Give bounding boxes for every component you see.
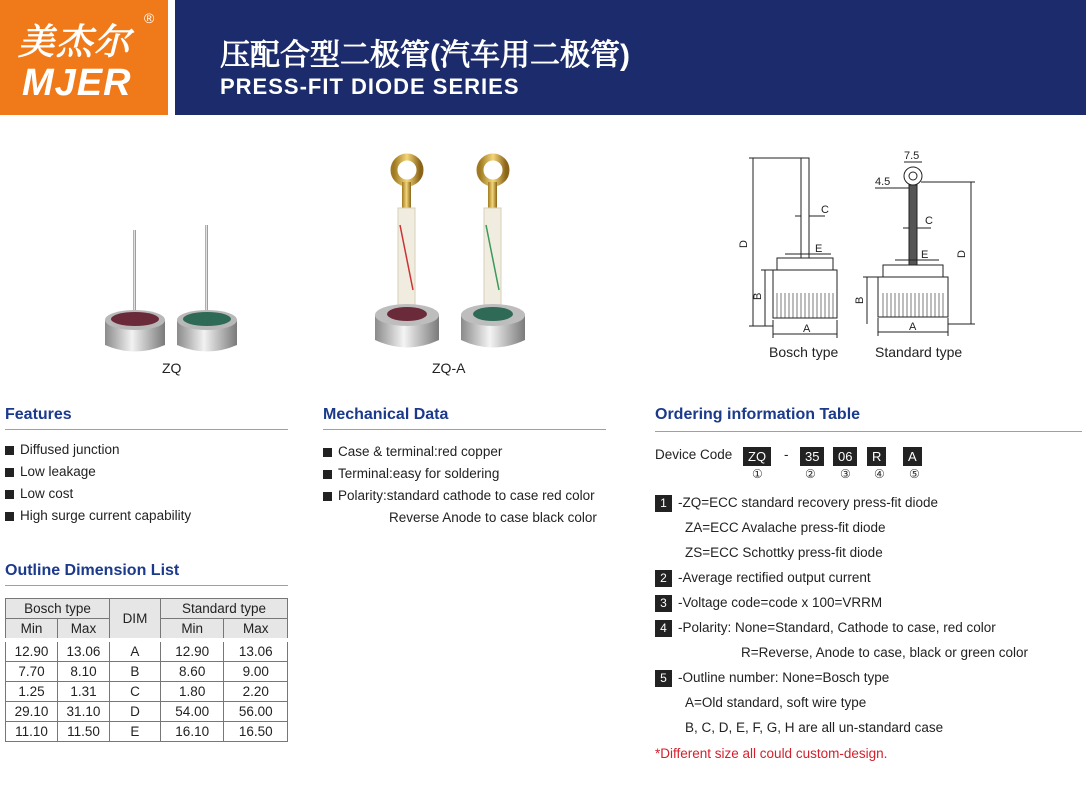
ordering-line	[655, 565, 1085, 590]
ordering-line	[655, 590, 1085, 615]
registered-mark: ®	[144, 10, 155, 26]
table-header-min: Min	[6, 619, 58, 641]
code-r-box	[867, 447, 886, 466]
dim-label-d-standard: D	[956, 250, 968, 258]
table-cell: D	[109, 702, 160, 722]
table-cell: 7.70	[6, 662, 58, 682]
dim-label-4-5: 4.5	[875, 176, 891, 188]
code-segment: A	[903, 447, 922, 466]
table-cell: 8.10	[57, 662, 109, 682]
ordering-text: -Outline number: None=Bosch type	[678, 670, 890, 685]
ordering-details	[655, 490, 1085, 740]
list-item	[5, 439, 191, 461]
ordering-text: ZS=ECC Schottky press-fit diode	[685, 545, 883, 560]
table-header-max: Max	[57, 619, 109, 641]
bullet-square-icon	[5, 446, 14, 455]
bullet-square-icon	[323, 470, 332, 479]
zq-a-diode-photo	[365, 150, 535, 365]
list-item	[5, 461, 191, 483]
bullet-square-icon	[5, 512, 14, 521]
table-cell: 1.31	[57, 682, 109, 702]
logo-chinese: 美杰尔	[18, 21, 133, 63]
table-cell: 12.90	[160, 640, 224, 662]
feature-text: Low leakage	[20, 464, 96, 479]
ordering-line	[655, 490, 1085, 515]
number-badge: 2	[655, 570, 672, 587]
ordering-text: -Polarity: None=Standard, Cathode to case, red color	[678, 620, 996, 635]
ordering-text: -ZQ=ECC standard recovery press-fit diode	[678, 495, 938, 510]
code-segment: ZQ	[743, 447, 771, 466]
bullet-square-icon	[323, 448, 332, 457]
table-cell: 9.00	[224, 662, 288, 682]
ordering-text: B, C, D, E, F, G, H are all un-standard case	[685, 720, 944, 735]
mechanical-heading: Mechanical Data	[323, 406, 449, 423]
list-item	[323, 441, 597, 463]
list-item	[5, 483, 191, 505]
table-cell: 1.25	[6, 682, 58, 702]
table-cell: C	[109, 682, 160, 702]
table-cell: E	[109, 722, 160, 742]
dim-label-a-bosch: A	[803, 323, 811, 335]
custom-design-note: *Different size all could custom-design.	[655, 746, 888, 761]
circled-3: ③	[840, 467, 851, 481]
code-dash: -	[784, 447, 789, 462]
ordering-line	[655, 690, 1085, 715]
page-title-chinese: 压配合型二极管(汽车用二极管)	[220, 39, 630, 72]
table-cell: 56.00	[224, 702, 288, 722]
mechanical-text: Polarity:standard cathode to case red color	[338, 488, 595, 503]
ordering-line	[655, 540, 1085, 565]
code-zq-box	[743, 447, 771, 466]
bullet-square-icon	[323, 492, 332, 501]
code-segment: 06	[833, 447, 857, 466]
code-06-box	[833, 447, 857, 466]
logo-english: MJER	[22, 62, 132, 104]
zq-diode-photo	[95, 220, 255, 360]
table-cell: 29.10	[6, 702, 58, 722]
bullet-square-icon	[5, 490, 14, 499]
number-badge: 5	[655, 670, 672, 687]
ordering-line	[655, 715, 1085, 740]
ordering-text: -Average rectified output current	[678, 570, 871, 585]
outline-heading: Outline Dimension List	[5, 562, 180, 579]
table-cell: 2.20	[224, 682, 288, 702]
table-cell: 16.50	[224, 722, 288, 742]
feature-text: Diffused junction	[20, 442, 120, 457]
table-header-min: Min	[160, 619, 224, 641]
number-badge: 3	[655, 595, 672, 612]
ordering-line	[655, 615, 1085, 640]
features-list	[5, 439, 191, 527]
ordering-text: ZA=ECC Avalache press-fit diode	[685, 520, 886, 535]
ordering-line	[655, 665, 1085, 690]
table-header-standard: Standard type	[160, 599, 287, 619]
circled-2: ②	[805, 467, 816, 481]
table-cell: 12.90	[6, 640, 58, 662]
ordering-line	[655, 515, 1085, 540]
feature-text: Low cost	[20, 486, 74, 501]
page-title-english: PRESS-FIT DIODE SERIES	[220, 74, 520, 99]
ordering-text: -Voltage code=code x 100=VRRM	[678, 595, 883, 610]
code-segment: R	[867, 447, 886, 466]
list-item	[323, 463, 597, 485]
ordering-heading: Ordering information Table	[655, 406, 861, 423]
number-badge: 1	[655, 495, 672, 512]
table-cell: 8.60	[160, 662, 224, 682]
outline-divider	[5, 585, 288, 586]
dim-label-b-bosch: B	[752, 292, 764, 300]
mechanical-list	[323, 441, 597, 529]
dim-label-c-bosch: C	[821, 204, 829, 216]
zq-a-caption: ZQ-A	[432, 360, 466, 376]
mechanical-text: Terminal:easy for soldering	[338, 466, 500, 481]
dim-label-d-bosch: D	[738, 240, 750, 248]
circled-1: ①	[752, 467, 763, 481]
dimension-table	[5, 598, 288, 742]
dim-label-a-standard: A	[909, 321, 917, 333]
circled-4: ④	[874, 467, 885, 481]
circled-5: ⑤	[909, 467, 920, 481]
outline-drawing	[735, 148, 980, 343]
table-cell: 11.50	[57, 722, 109, 742]
ordering-text: R=Reverse, Anode to case, black or green color	[741, 645, 1029, 660]
device-code-label: Device Code	[655, 447, 733, 462]
dim-label-c-standard: C	[925, 215, 933, 227]
mechanical-divider	[323, 429, 606, 430]
ordering-line	[655, 640, 1085, 665]
features-divider	[5, 429, 288, 430]
bosch-type-caption: Bosch type	[769, 344, 839, 360]
table-header-bosch: Bosch type	[6, 599, 110, 619]
mechanical-continuation: Reverse Anode to case black color	[389, 510, 597, 525]
table-cell: B	[109, 662, 160, 682]
code-segment: 35	[800, 447, 824, 466]
feature-text: High surge current capability	[20, 508, 192, 523]
table-cell: 13.06	[224, 640, 288, 662]
list-item	[5, 505, 191, 527]
table-cell: 54.00	[160, 702, 224, 722]
table-cell: 31.10	[57, 702, 109, 722]
zq-caption: ZQ	[162, 360, 182, 376]
code-35-box	[800, 447, 824, 466]
table-cell: 11.10	[6, 722, 58, 742]
number-badge: 4	[655, 620, 672, 637]
ordering-divider	[655, 431, 1082, 432]
code-a-box	[903, 447, 922, 466]
table-cell: 1.80	[160, 682, 224, 702]
table-cell: A	[109, 640, 160, 662]
dim-label-e-standard: E	[921, 249, 929, 261]
features-heading: Features	[5, 406, 72, 423]
table-cell: 16.10	[160, 722, 224, 742]
list-item	[323, 485, 597, 507]
dim-label-7-5: 7.5	[904, 150, 920, 162]
dim-label-e-bosch: E	[815, 243, 823, 255]
table-cell: 13.06	[57, 640, 109, 662]
ordering-text: A=Old standard, soft wire type	[685, 695, 867, 710]
table-header-max: Max	[224, 619, 288, 641]
bullet-square-icon	[5, 468, 14, 477]
table-header-dim: DIM	[109, 599, 160, 641]
standard-type-caption: Standard type	[875, 344, 963, 360]
dim-label-b-standard: B	[854, 296, 866, 304]
mechanical-text: Case & terminal:red copper	[338, 444, 503, 459]
